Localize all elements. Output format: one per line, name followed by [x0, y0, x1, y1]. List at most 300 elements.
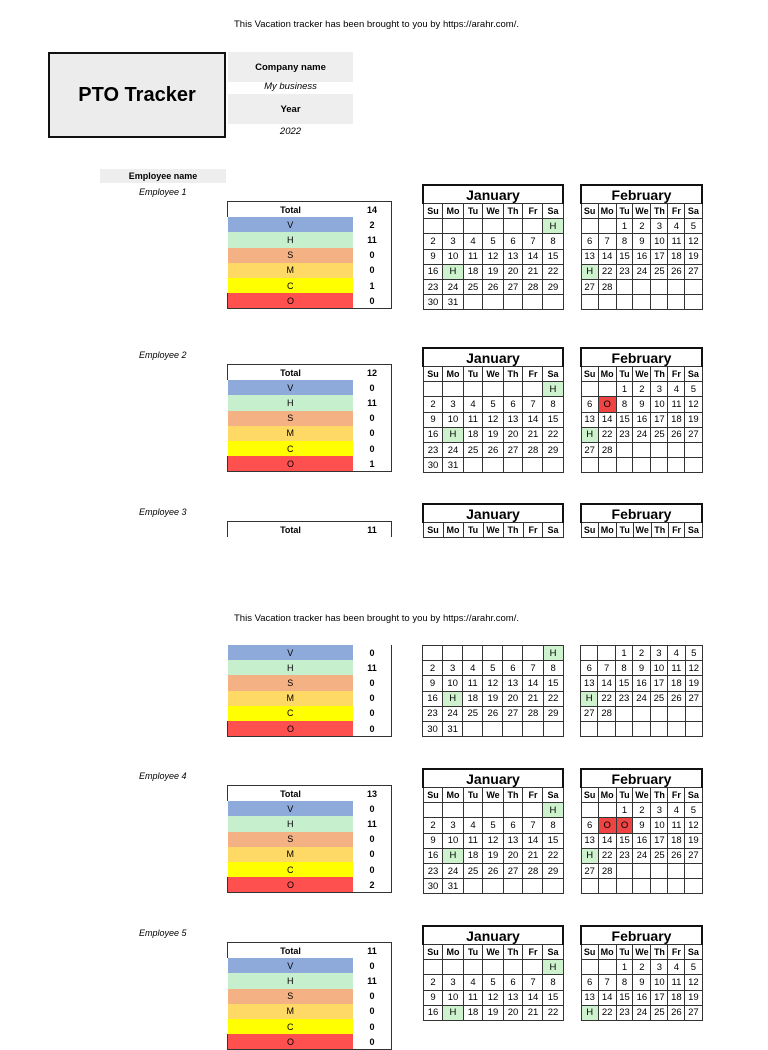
- day-cell[interactable]: 18: [668, 676, 685, 691]
- day-cell[interactable]: 14: [523, 412, 543, 427]
- day-cell[interactable]: H: [443, 848, 463, 863]
- day-cell[interactable]: 24: [633, 691, 650, 706]
- day-cell[interactable]: 3: [443, 818, 463, 833]
- day-cell[interactable]: 2: [423, 234, 443, 249]
- day-cell[interactable]: 15: [543, 833, 563, 848]
- day-cell[interactable]: 26: [483, 442, 503, 457]
- day-cell[interactable]: H: [581, 427, 598, 442]
- day-cell[interactable]: 28: [523, 279, 543, 294]
- day-cell[interactable]: 2: [633, 646, 650, 661]
- day-cell[interactable]: 24: [633, 264, 651, 279]
- day-cell[interactable]: 11: [463, 412, 483, 427]
- day-cell[interactable]: 2: [423, 818, 443, 833]
- day-cell[interactable]: 9: [423, 412, 443, 427]
- day-cell[interactable]: 22: [598, 691, 615, 706]
- day-cell[interactable]: 23: [423, 706, 443, 721]
- day-cell[interactable]: 13: [503, 249, 523, 264]
- day-cell[interactable]: 14: [598, 676, 615, 691]
- day-cell[interactable]: 5: [685, 219, 702, 234]
- day-cell[interactable]: 19: [685, 412, 702, 427]
- day-cell[interactable]: 19: [685, 249, 702, 264]
- day-cell[interactable]: 10: [651, 234, 668, 249]
- day-cell[interactable]: 21: [523, 691, 543, 706]
- day-cell[interactable]: 5: [685, 960, 702, 975]
- day-cell[interactable]: 6: [503, 397, 523, 412]
- day-cell[interactable]: 25: [651, 848, 668, 863]
- day-cell[interactable]: 26: [483, 706, 503, 721]
- day-cell[interactable]: 10: [651, 818, 668, 833]
- day-cell[interactable]: 4: [463, 397, 483, 412]
- day-cell[interactable]: 3: [651, 219, 668, 234]
- day-cell[interactable]: H: [581, 848, 598, 863]
- day-cell[interactable]: 11: [668, 818, 685, 833]
- day-cell[interactable]: 3: [650, 646, 667, 661]
- day-cell[interactable]: 9: [423, 833, 443, 848]
- day-cell[interactable]: 17: [650, 676, 667, 691]
- day-cell[interactable]: 13: [581, 412, 598, 427]
- day-cell[interactable]: 3: [651, 960, 668, 975]
- day-cell[interactable]: 26: [668, 1005, 685, 1020]
- day-cell[interactable]: 14: [598, 249, 616, 264]
- day-cell[interactable]: 14: [523, 990, 543, 1005]
- day-cell[interactable]: 5: [483, 397, 503, 412]
- day-cell[interactable]: 29: [543, 279, 563, 294]
- day-cell[interactable]: 15: [616, 990, 633, 1005]
- day-cell[interactable]: 16: [423, 691, 443, 706]
- day-cell[interactable]: 12: [483, 990, 503, 1005]
- day-cell[interactable]: 23: [615, 691, 632, 706]
- day-cell[interactable]: H: [543, 960, 563, 975]
- day-cell[interactable]: H: [543, 646, 563, 661]
- day-cell[interactable]: 3: [443, 975, 463, 990]
- day-cell[interactable]: 30: [423, 295, 443, 310]
- day-cell[interactable]: 26: [668, 264, 685, 279]
- day-cell[interactable]: 27: [503, 863, 523, 878]
- day-cell[interactable]: 27: [581, 279, 598, 294]
- day-cell[interactable]: 9: [633, 397, 651, 412]
- day-cell[interactable]: 31: [443, 458, 463, 473]
- day-cell[interactable]: 1: [616, 382, 633, 397]
- day-cell[interactable]: 4: [463, 975, 483, 990]
- day-cell[interactable]: 9: [633, 818, 651, 833]
- day-cell[interactable]: 6: [581, 818, 598, 833]
- day-cell[interactable]: 18: [463, 848, 483, 863]
- day-cell[interactable]: 27: [685, 264, 702, 279]
- day-cell[interactable]: H: [543, 219, 563, 234]
- day-cell[interactable]: 5: [685, 646, 702, 661]
- day-cell[interactable]: 16: [633, 676, 650, 691]
- day-cell[interactable]: 26: [668, 427, 685, 442]
- day-cell[interactable]: 8: [543, 661, 563, 676]
- day-cell[interactable]: 4: [668, 219, 685, 234]
- day-header: We: [633, 204, 651, 219]
- day-cell[interactable]: 27: [503, 706, 523, 721]
- day-cell[interactable]: 16: [633, 990, 651, 1005]
- day-cell[interactable]: 27: [685, 427, 702, 442]
- day-cell[interactable]: 27: [503, 442, 523, 457]
- february-calendar: [580, 184, 703, 313]
- day-cell[interactable]: 22: [598, 264, 616, 279]
- day-cell[interactable]: 19: [685, 833, 702, 848]
- day-cell[interactable]: 23: [423, 863, 443, 878]
- day-cell[interactable]: 27: [685, 848, 702, 863]
- day-cell[interactable]: 9: [633, 234, 651, 249]
- day-cell[interactable]: 12: [483, 676, 503, 691]
- day-cell[interactable]: 19: [483, 427, 503, 442]
- day-header: Su: [581, 367, 598, 382]
- day-cell[interactable]: 14: [523, 249, 543, 264]
- day-cell[interactable]: 16: [423, 848, 443, 863]
- day-cell[interactable]: 29: [543, 706, 563, 721]
- day-cell[interactable]: 4: [668, 803, 685, 818]
- day-cell[interactable]: 20: [503, 691, 523, 706]
- day-cell[interactable]: O: [598, 397, 616, 412]
- day-cell[interactable]: 6: [503, 975, 523, 990]
- day-cell[interactable]: 25: [463, 279, 483, 294]
- day-cell[interactable]: 16: [423, 427, 443, 442]
- day-cell[interactable]: 27: [581, 706, 598, 721]
- day-cell[interactable]: 10: [650, 661, 667, 676]
- day-cell[interactable]: 23: [616, 848, 633, 863]
- day-cell[interactable]: 20: [503, 264, 523, 279]
- day-cell[interactable]: 11: [463, 833, 483, 848]
- day-cell[interactable]: 8: [543, 397, 563, 412]
- day-cell[interactable]: 10: [443, 833, 463, 848]
- day-cell[interactable]: 7: [523, 234, 543, 249]
- day-cell[interactable]: 19: [685, 990, 702, 1005]
- day-cell[interactable]: 22: [543, 264, 563, 279]
- day-cell[interactable]: 13: [503, 676, 523, 691]
- day-cell[interactable]: 15: [543, 412, 563, 427]
- summary-label: Total: [228, 943, 354, 959]
- day-cell[interactable]: 5: [483, 661, 503, 676]
- day-header: Th: [651, 204, 668, 219]
- day-cell[interactable]: 18: [668, 249, 685, 264]
- day-cell[interactable]: 21: [523, 1005, 543, 1020]
- day-cell[interactable]: 15: [543, 676, 563, 691]
- day-cell[interactable]: H: [443, 691, 463, 706]
- day-cell[interactable]: 2: [633, 382, 651, 397]
- day-cell[interactable]: 25: [463, 442, 483, 457]
- day-cell[interactable]: 4: [463, 818, 483, 833]
- summary-label: S: [228, 675, 354, 690]
- day-cell[interactable]: 24: [633, 1005, 651, 1020]
- day-cell[interactable]: 12: [685, 234, 702, 249]
- day-cell[interactable]: 7: [598, 234, 616, 249]
- summary-label: M: [228, 263, 354, 278]
- day-cell[interactable]: 31: [443, 295, 463, 310]
- day-cell[interactable]: 22: [543, 427, 563, 442]
- day-cell[interactable]: 31: [443, 721, 463, 736]
- day-cell[interactable]: 10: [651, 975, 668, 990]
- day-cell[interactable]: 19: [483, 848, 503, 863]
- day-cell[interactable]: 16: [633, 412, 651, 427]
- day-cell[interactable]: 2: [423, 397, 443, 412]
- day-cell[interactable]: 12: [685, 818, 702, 833]
- day-cell[interactable]: O: [616, 818, 633, 833]
- day-cell[interactable]: 5: [685, 803, 702, 818]
- day-cell[interactable]: 12: [483, 249, 503, 264]
- day-cell[interactable]: 20: [503, 848, 523, 863]
- day-cell[interactable]: 22: [598, 848, 616, 863]
- day-cell[interactable]: 11: [463, 676, 483, 691]
- day-cell[interactable]: 25: [651, 427, 668, 442]
- day-cell[interactable]: 26: [668, 848, 685, 863]
- day-cell[interactable]: 28: [523, 442, 543, 457]
- day-cell[interactable]: 8: [543, 818, 563, 833]
- day-cell[interactable]: H: [581, 1005, 598, 1020]
- day-cell[interactable]: 12: [685, 975, 702, 990]
- day-cell[interactable]: 22: [543, 1005, 563, 1020]
- day-cell[interactable]: 22: [543, 848, 563, 863]
- day-cell[interactable]: 24: [443, 863, 463, 878]
- day-cell[interactable]: 11: [463, 249, 483, 264]
- summary-label: H: [228, 816, 354, 831]
- day-cell[interactable]: 16: [633, 833, 651, 848]
- day-cell[interactable]: 4: [668, 382, 685, 397]
- day-cell[interactable]: 7: [598, 975, 616, 990]
- day-cell[interactable]: 4: [668, 646, 685, 661]
- day-cell[interactable]: 27: [581, 863, 598, 878]
- day-cell[interactable]: 7: [598, 661, 615, 676]
- day-cell[interactable]: 16: [423, 264, 443, 279]
- day-cell[interactable]: 15: [616, 412, 633, 427]
- day-cell[interactable]: 25: [463, 863, 483, 878]
- day-cell[interactable]: 10: [443, 676, 463, 691]
- day-cell[interactable]: 28: [523, 706, 543, 721]
- day-cell[interactable]: 17: [651, 990, 668, 1005]
- day-cell[interactable]: 3: [443, 397, 463, 412]
- day-cell[interactable]: 8: [616, 397, 633, 412]
- day-cell[interactable]: O: [598, 818, 616, 833]
- day-cell[interactable]: H: [443, 427, 463, 442]
- day-header: Mo: [443, 523, 463, 538]
- day-cell[interactable]: 7: [523, 818, 543, 833]
- day-cell[interactable]: 17: [651, 249, 668, 264]
- day-cell[interactable]: 24: [633, 427, 651, 442]
- day-cell[interactable]: 12: [685, 397, 702, 412]
- day-cell[interactable]: 30: [423, 879, 443, 894]
- day-cell[interactable]: 5: [685, 382, 702, 397]
- day-cell[interactable]: 4: [463, 661, 483, 676]
- day-cell[interactable]: 6: [581, 661, 598, 676]
- day-cell[interactable]: 28: [598, 863, 616, 878]
- day-cell[interactable]: 10: [443, 412, 463, 427]
- day-cell[interactable]: 19: [483, 1005, 503, 1020]
- day-cell[interactable]: 8: [616, 234, 633, 249]
- day-cell[interactable]: 7: [523, 397, 543, 412]
- day-cell[interactable]: 26: [483, 863, 503, 878]
- day-cell[interactable]: 18: [668, 412, 685, 427]
- day-cell[interactable]: 18: [463, 1005, 483, 1020]
- day-cell[interactable]: 8: [543, 234, 563, 249]
- day-cell[interactable]: 29: [543, 863, 563, 878]
- day-cell[interactable]: 2: [633, 219, 651, 234]
- day-cell[interactable]: 14: [523, 833, 543, 848]
- day-cell[interactable]: 10: [443, 990, 463, 1005]
- day-cell[interactable]: 10: [443, 249, 463, 264]
- day-cell[interactable]: 2: [633, 960, 651, 975]
- day-cell[interactable]: 8: [543, 975, 563, 990]
- day-cell[interactable]: 23: [423, 279, 443, 294]
- summary-label: O: [228, 721, 354, 737]
- day-cell[interactable]: 24: [443, 442, 463, 457]
- summary-label: M: [228, 691, 354, 706]
- day-cell[interactable]: 8: [615, 661, 632, 676]
- summary-label: Total: [228, 522, 354, 538]
- day-cell[interactable]: 13: [503, 990, 523, 1005]
- day-cell[interactable]: 15: [543, 249, 563, 264]
- day-cell[interactable]: 9: [633, 975, 651, 990]
- day-cell[interactable]: 3: [443, 661, 463, 676]
- day-cell[interactable]: 27: [685, 691, 702, 706]
- day-cell[interactable]: 9: [423, 676, 443, 691]
- day-cell[interactable]: 1: [616, 803, 633, 818]
- day-cell[interactable]: 24: [443, 279, 463, 294]
- day-cell[interactable]: 23: [616, 264, 633, 279]
- day-cell[interactable]: H: [543, 803, 563, 818]
- day-cell[interactable]: 6: [581, 975, 598, 990]
- day-cell[interactable]: H: [581, 264, 598, 279]
- day-cell[interactable]: 22: [543, 691, 563, 706]
- day-cell[interactable]: 25: [650, 691, 667, 706]
- day-cell[interactable]: 7: [523, 661, 543, 676]
- day-cell[interactable]: 12: [483, 412, 503, 427]
- day-header: Sa: [685, 945, 702, 960]
- day-cell[interactable]: 11: [668, 397, 685, 412]
- day-cell[interactable]: 15: [543, 990, 563, 1005]
- summary-label: C: [228, 441, 354, 456]
- day-cell[interactable]: 18: [668, 990, 685, 1005]
- day-cell[interactable]: 18: [463, 427, 483, 442]
- day-cell[interactable]: 21: [523, 264, 543, 279]
- day-cell[interactable]: 22: [598, 1005, 616, 1020]
- day-cell[interactable]: 27: [503, 279, 523, 294]
- day-cell[interactable]: 6: [503, 234, 523, 249]
- day-cell[interactable]: 13: [581, 833, 598, 848]
- day-cell[interactable]: 17: [651, 412, 668, 427]
- day-cell[interactable]: 23: [423, 442, 443, 457]
- day-cell[interactable]: 14: [598, 990, 616, 1005]
- day-cell[interactable]: 9: [423, 249, 443, 264]
- day-cell[interactable]: 14: [598, 833, 616, 848]
- day-cell[interactable]: 25: [651, 264, 668, 279]
- day-cell[interactable]: 1: [616, 219, 633, 234]
- day-cell[interactable]: 14: [598, 412, 616, 427]
- day-cell[interactable]: 28: [598, 279, 616, 294]
- day-cell[interactable]: 15: [616, 249, 633, 264]
- day-cell[interactable]: 6: [503, 661, 523, 676]
- day-cell[interactable]: 18: [668, 833, 685, 848]
- day-cell[interactable]: 24: [633, 848, 651, 863]
- day-cell[interactable]: 20: [503, 1005, 523, 1020]
- day-cell[interactable]: 2: [633, 803, 651, 818]
- day-cell[interactable]: 5: [483, 975, 503, 990]
- day-cell[interactable]: 13: [503, 833, 523, 848]
- day-cell[interactable]: 22: [598, 427, 616, 442]
- day-cell[interactable]: 30: [423, 721, 443, 736]
- day-cell[interactable]: 14: [523, 676, 543, 691]
- day-cell[interactable]: 20: [503, 427, 523, 442]
- day-cell[interactable]: H: [581, 691, 598, 706]
- day-cell[interactable]: 27: [685, 1005, 702, 1020]
- day-cell[interactable]: 16: [633, 249, 651, 264]
- day-cell[interactable]: 3: [651, 382, 668, 397]
- day-cell[interactable]: 26: [483, 279, 503, 294]
- day-cell[interactable]: 3: [443, 234, 463, 249]
- day-cell[interactable]: 13: [581, 249, 598, 264]
- day-cell[interactable]: 5: [483, 818, 503, 833]
- day-cell[interactable]: 11: [463, 990, 483, 1005]
- day-cell[interactable]: 17: [651, 833, 668, 848]
- day-cell[interactable]: 28: [598, 706, 615, 721]
- day-cell[interactable]: 30: [423, 458, 443, 473]
- day-cell[interactable]: 26: [668, 691, 685, 706]
- day-cell[interactable]: 31: [443, 879, 463, 894]
- day-cell[interactable]: 6: [581, 397, 598, 412]
- day-cell[interactable]: 24: [443, 706, 463, 721]
- day-cell[interactable]: 11: [668, 234, 685, 249]
- day-cell[interactable]: 13: [503, 412, 523, 427]
- day-cell[interactable]: 11: [668, 661, 685, 676]
- day-cell[interactable]: 3: [651, 803, 668, 818]
- day-cell[interactable]: 1: [615, 646, 632, 661]
- day-cell[interactable]: 23: [616, 427, 633, 442]
- day-cell[interactable]: 21: [523, 848, 543, 863]
- day-cell[interactable]: 16: [423, 1005, 443, 1020]
- day-cell[interactable]: H: [543, 382, 563, 397]
- day-cell[interactable]: 7: [523, 975, 543, 990]
- day-cell[interactable]: 2: [423, 975, 443, 990]
- day-cell[interactable]: 15: [615, 676, 632, 691]
- day-cell[interactable]: 10: [651, 397, 668, 412]
- day-cell[interactable]: 28: [523, 863, 543, 878]
- day-cell[interactable]: 2: [423, 661, 443, 676]
- day-cell[interactable]: 19: [685, 676, 702, 691]
- day-cell[interactable]: 4: [668, 960, 685, 975]
- day-cell[interactable]: 8: [616, 975, 633, 990]
- day-cell[interactable]: 1: [616, 960, 633, 975]
- day-cell[interactable]: 28: [598, 442, 616, 457]
- day-cell[interactable]: 19: [483, 264, 503, 279]
- day-cell[interactable]: 13: [581, 990, 598, 1005]
- day-cell[interactable]: H: [443, 264, 463, 279]
- day-cell[interactable]: 29: [543, 442, 563, 457]
- day-cell[interactable]: 18: [463, 691, 483, 706]
- day-cell[interactable]: 5: [483, 234, 503, 249]
- day-cell[interactable]: 11: [668, 975, 685, 990]
- day-cell[interactable]: 12: [685, 661, 702, 676]
- day-cell[interactable]: 9: [423, 990, 443, 1005]
- day-cell[interactable]: 19: [483, 691, 503, 706]
- company-name-value[interactable]: My business: [264, 80, 317, 92]
- day-cell[interactable]: 9: [633, 661, 650, 676]
- day-cell[interactable]: H: [443, 1005, 463, 1020]
- day-cell[interactable]: 13: [581, 676, 598, 691]
- day-cell[interactable]: 27: [581, 442, 598, 457]
- day-cell[interactable]: 12: [483, 833, 503, 848]
- day-cell[interactable]: 25: [463, 706, 483, 721]
- day-cell[interactable]: 15: [616, 833, 633, 848]
- day-cell[interactable]: 6: [581, 234, 598, 249]
- year-value[interactable]: 2022: [279, 125, 302, 137]
- day-cell[interactable]: 18: [463, 264, 483, 279]
- day-cell[interactable]: 25: [651, 1005, 668, 1020]
- day-cell[interactable]: 4: [463, 234, 483, 249]
- day-cell[interactable]: 21: [523, 427, 543, 442]
- day-cell[interactable]: 23: [616, 1005, 633, 1020]
- day-cell[interactable]: 6: [503, 818, 523, 833]
